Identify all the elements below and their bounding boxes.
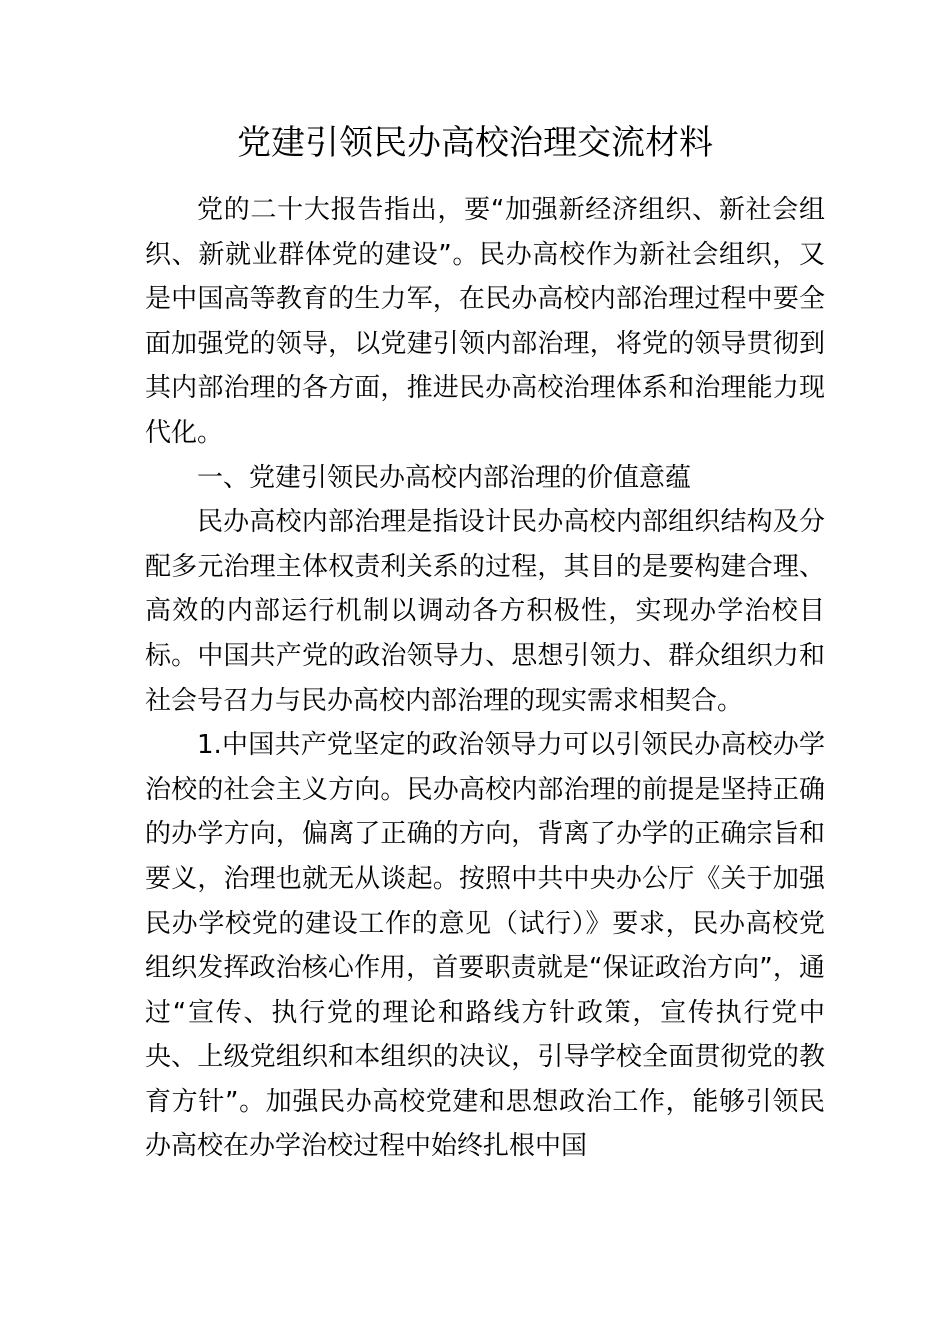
- document-title: 党建引领民办高校治理交流材料: [237, 123, 713, 163]
- intro-paragraph: 党的二十大报告指出，要“加强新经济组织、新社会组织、新就业群体党的建设”。民办高校作为新社会组织，又是中国高等教育的生力军，在民办高校内部治理过程中要全面加强党的领导，以党建引领内部治理，将党的领导贯彻到其内部治理的各方面，推进民办高校治理体系和治理能力现代化。: [145, 195, 825, 448]
- point-1-paragraph: 1.中国共产党坚定的政治领导力可以引领民办高校办学治校的社会主义方向。民办高校内部治理的前提是坚持正确的办学方向，偏离了正确的方向，背离了办学的正确宗旨和要义，治理也就无从谈起。按照中共中央办公厅《关于加强民办学校党的建设工作的意见（试行）》要求，民办高校党组织发挥政治核心作用，首要职责就是“保证政治方向”，通过“宣传、执行党的理论和路线方针政策，宣传执行党中央、上级党组织和本组织的决议，引导学校全面贯彻党的教育方针”。加强民办高校党建和思想政治工作，能够引领民办高校在办学治校过程中始终扎根中国: [145, 730, 825, 1162]
- section-heading-1: 一、党建引领民办高校内部治理的价值意蕴: [197, 462, 692, 493]
- section-1-paragraph: 民办高校内部治理是指设计民办高校内部组织结构及分配多元治理主体权责利关系的过程，其目的是要构建合理、高效的内部运行机制以调动各方积极性，实现办学治校目标。中国共产党的政治领导力、思想引领力、群众组织力和社会号召力与民办高校内部治理的现实需求相契合。: [145, 507, 825, 716]
- document-body: [145, 188, 825, 1169]
